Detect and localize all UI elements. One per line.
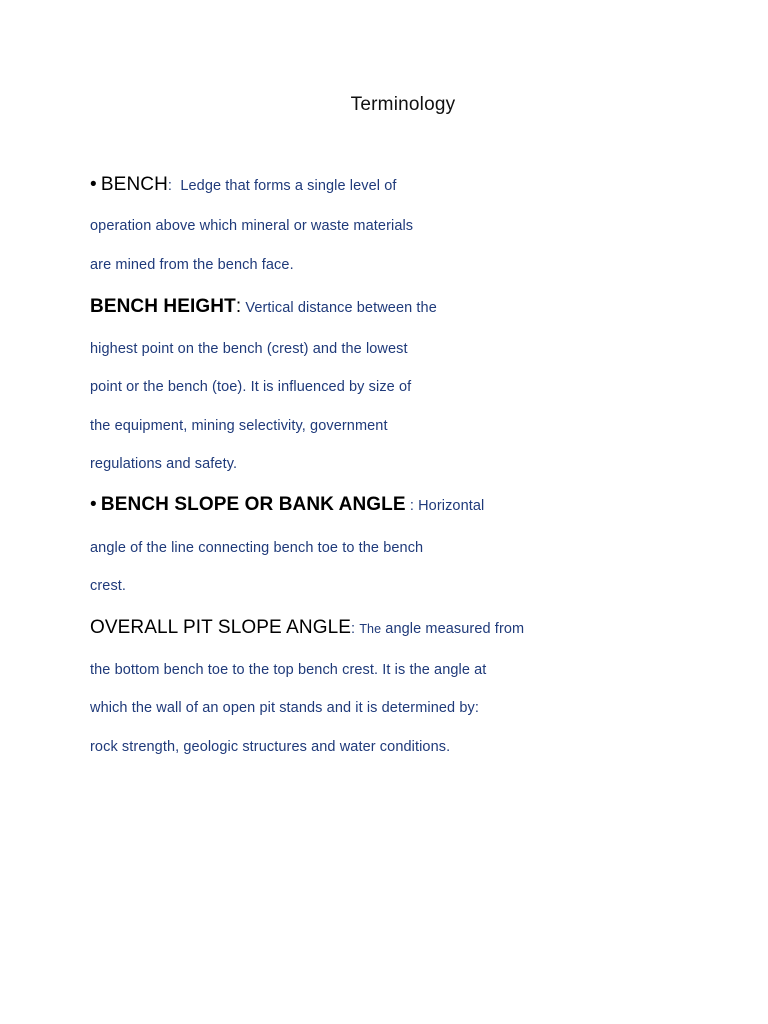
term-bench: BENCH xyxy=(100,174,168,195)
definition-line: the bottom bench toe to the top bench crest. It is the angle at xyxy=(90,662,487,678)
definition-line: Ledge that forms a single level of xyxy=(180,178,397,194)
term-separator: : xyxy=(351,621,356,637)
definition-line: angle of the line connecting bench toe to the bench xyxy=(90,540,424,556)
definition-line: the equipment, mining selectivity, government xyxy=(90,418,388,434)
definition-line: angle measured from xyxy=(385,621,525,637)
page-title: Terminology xyxy=(350,94,456,115)
definition-line: crest. xyxy=(90,578,127,594)
definition-line: Horizontal xyxy=(418,498,485,514)
term-bench-slope: BENCH SLOPE OR BANK ANGLE xyxy=(100,494,406,515)
term-overall-pit-slope: OVERALL PIT SLOPE ANGLE xyxy=(90,617,352,638)
term-separator: : xyxy=(235,296,242,317)
definition-line: which the wall of an open pit stands and it is determined by: xyxy=(90,700,479,716)
term-separator: : xyxy=(167,178,173,194)
definition-line: are mined from the bench face. xyxy=(90,257,294,273)
definition-line: Vertical distance between the xyxy=(245,300,437,316)
term-bench-height: BENCH HEIGHT xyxy=(90,296,236,317)
definition-line: point or the bench (toe). It is influenced by size of xyxy=(90,379,412,395)
definition-line: operation above which mineral or waste materials xyxy=(90,218,414,234)
definition-line: highest point on the bench (crest) and the lowest xyxy=(90,341,408,357)
entry-overall-pit-slope xyxy=(90,617,524,639)
definition-lead: The xyxy=(359,622,382,636)
entry-bench xyxy=(90,174,397,196)
definition-line: rock strength, geologic structures and water conditions. xyxy=(90,739,451,755)
definition-line: regulations and safety. xyxy=(90,456,238,472)
term-separator: : xyxy=(409,498,414,514)
bullet-icon: • xyxy=(90,494,97,515)
entry-bench-slope xyxy=(90,494,484,516)
entry-bench-height xyxy=(90,296,437,318)
bullet-icon: • xyxy=(90,174,97,195)
